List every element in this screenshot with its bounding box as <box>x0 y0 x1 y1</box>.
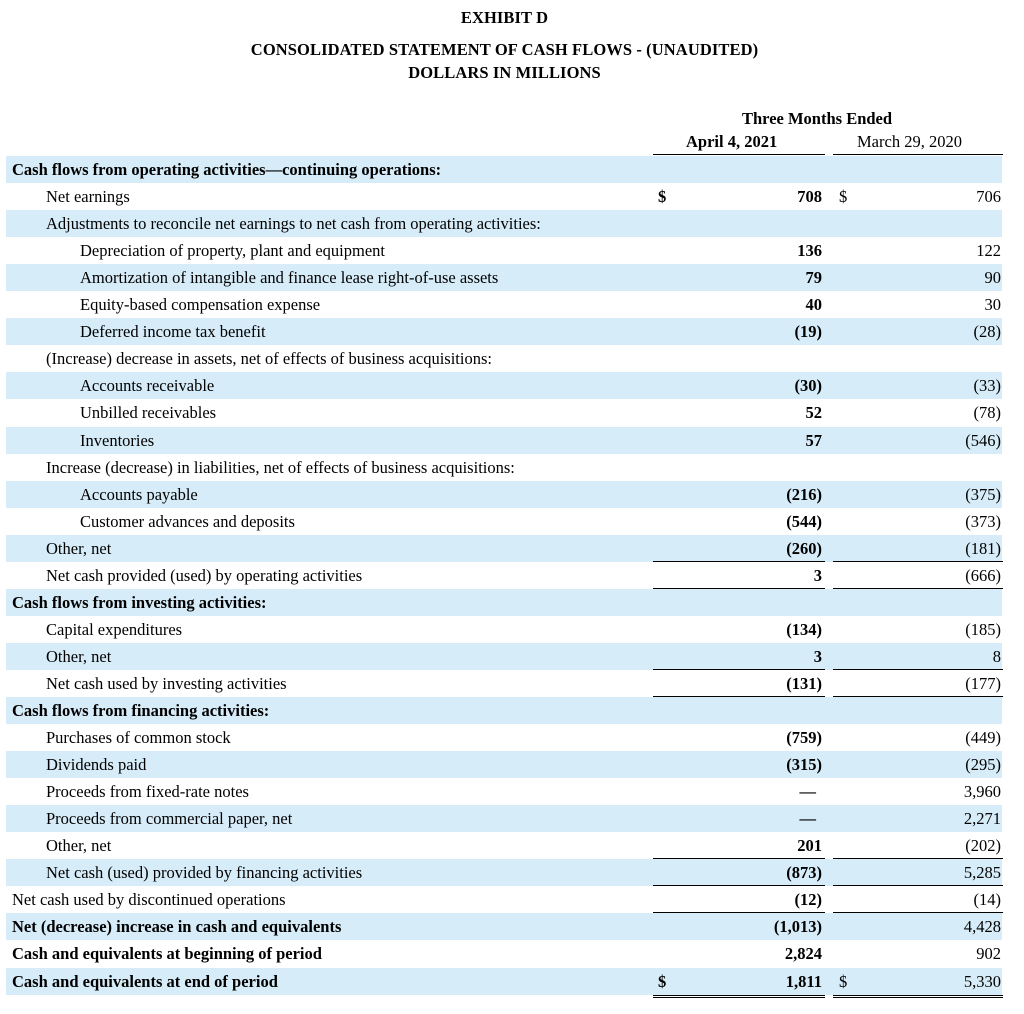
value-2020: (33) <box>973 376 1001 396</box>
table-row <box>6 589 1002 616</box>
value-2020: 30 <box>984 295 1001 315</box>
value-2021: 3 <box>813 565 822 585</box>
value-2020: (202) <box>965 836 1001 856</box>
value-2021: (12) <box>794 890 822 910</box>
value-2021: (544) <box>786 511 822 531</box>
table-row <box>6 291 1002 318</box>
table-row <box>6 968 1002 995</box>
value-2021: 57 <box>805 430 822 450</box>
value-2021: 1,811 <box>785 971 822 991</box>
value-2021: (260) <box>786 538 822 558</box>
value-2021: 2,824 <box>784 944 822 964</box>
value-2020: 2,271 <box>963 809 1001 829</box>
value-2021: (216) <box>786 484 822 504</box>
value-2020: 4,428 <box>963 917 1001 937</box>
value-2021: 201 <box>797 836 822 856</box>
column-header-2020: March 29, 2020 <box>857 132 962 151</box>
table-row <box>6 427 1002 454</box>
table-row <box>6 670 1002 697</box>
table-row <box>6 616 1002 643</box>
currency-symbol: $ <box>658 971 667 991</box>
row-label: Equity-based compensation expense <box>80 295 321 315</box>
table-row <box>6 832 1002 859</box>
table-row <box>6 210 1002 237</box>
row-label: Unbilled receivables <box>80 403 217 423</box>
value-2021: (1,013) <box>773 917 822 937</box>
value-2020: (375) <box>965 484 1001 504</box>
row-label: Proceeds from fixed-rate notes <box>46 782 249 802</box>
currency-symbol: $ <box>839 187 848 207</box>
table-row <box>6 886 1002 913</box>
row-label: Net (decrease) increase in cash and equivalents <box>12 917 342 937</box>
table-row <box>6 697 1002 724</box>
row-label: Net cash (used) provided by financing activities <box>46 863 363 883</box>
row-label: Cash and equivalents at beginning of period <box>12 944 322 964</box>
units-label: DOLLARS IN MILLIONS <box>408 63 601 82</box>
row-label: Cash flows from operating activities—continuing operations: <box>12 160 442 179</box>
value-2021: (19) <box>794 322 822 342</box>
value-2020: (181) <box>965 538 1001 558</box>
table-row <box>6 859 1002 886</box>
row-label: Capital expenditures <box>46 619 183 639</box>
value-2020: 3,960 <box>963 782 1001 802</box>
value-2020: 902 <box>976 944 1001 964</box>
row-label: Inventories <box>80 430 155 450</box>
row-label: Net cash used by discontinued operations <box>12 890 286 910</box>
value-2021: (134) <box>786 619 822 639</box>
value-2020: (666) <box>965 565 1001 585</box>
row-label: Cash flows from investing activities: <box>12 592 267 612</box>
row-label: Other, net <box>46 538 112 558</box>
value-2021: 136 <box>797 241 822 261</box>
statement-title: CONSOLIDATED STATEMENT OF CASH FLOWS - (UNAUDITED) <box>250 40 759 59</box>
value-2021: (30) <box>794 376 822 396</box>
table-row <box>6 399 1002 426</box>
row-label: Adjustments to reconcile net earnings to net cash from operating activities: <box>46 214 541 234</box>
table-row <box>6 724 1002 751</box>
value-2020: 5,330 <box>963 971 1001 991</box>
value-2021: — <box>799 782 816 802</box>
table-row <box>6 751 1002 778</box>
value-2021: 3 <box>813 646 822 666</box>
value-2021: (131) <box>786 673 822 693</box>
value-2021: (315) <box>786 755 822 775</box>
table-row <box>6 183 1002 210</box>
row-label: Deferred income tax benefit <box>80 322 266 342</box>
table-row <box>6 454 1002 481</box>
value-2020: 8 <box>992 646 1001 666</box>
value-2021: — <box>799 809 816 829</box>
table-row <box>6 913 1002 940</box>
exhibit-label: EXHIBIT D <box>460 8 549 27</box>
value-2020: (185) <box>965 619 1001 639</box>
value-2021: 79 <box>805 268 822 288</box>
row-label: Other, net <box>46 836 112 856</box>
value-2021: 708 <box>797 187 822 207</box>
table-row <box>6 156 1002 183</box>
row-label: Purchases of common stock <box>46 728 231 748</box>
row-label: Accounts payable <box>80 484 198 504</box>
value-2020: (295) <box>965 755 1001 775</box>
table-row <box>6 508 1002 535</box>
row-label: Net cash provided (used) by operating activities <box>46 565 363 585</box>
value-2020: (78) <box>973 403 1001 423</box>
value-2020: 5,285 <box>963 863 1001 883</box>
value-2020: (177) <box>965 673 1001 693</box>
table-row <box>6 643 1002 670</box>
row-label: (Increase) decrease in assets, net of effects of business acquisitions: <box>46 349 492 369</box>
value-2021: (759) <box>786 728 822 748</box>
period-group-header: Three Months Ended <box>742 109 893 128</box>
value-2020: 90 <box>984 268 1001 288</box>
value-2020: (449) <box>965 728 1001 748</box>
value-2021: (873) <box>786 863 822 883</box>
row-label: Cash flows from financing activities: <box>12 701 270 720</box>
row-label: Accounts receivable <box>80 376 215 396</box>
column-header-rule-2 <box>833 154 1003 155</box>
row-label: Customer advances and deposits <box>80 511 295 531</box>
column-header-2021: April 4, 2021 <box>686 132 778 151</box>
table-row <box>6 805 1002 832</box>
table-row <box>6 562 1002 589</box>
row-label: Increase (decrease) in liabilities, net of effects of business acquisitions: <box>46 457 515 477</box>
total-double-rule <box>653 995 825 998</box>
row-label: Cash and equivalents at end of period <box>12 971 278 991</box>
total-double-rule <box>833 995 1003 998</box>
row-label: Net cash used by investing activities <box>46 673 287 693</box>
currency-symbol: $ <box>839 971 848 991</box>
table-row <box>6 940 1002 967</box>
value-2020: (28) <box>973 322 1001 342</box>
table-row <box>6 345 1002 372</box>
value-2020: 122 <box>976 241 1001 261</box>
value-2020: (14) <box>973 890 1001 910</box>
row-label: Amortization of intangible and finance lease right-of-use assets <box>80 268 499 288</box>
column-header-rule-1 <box>653 154 825 155</box>
table-row <box>6 318 1002 345</box>
row-label: Proceeds from commercial paper, net <box>46 809 293 829</box>
value-2020: 706 <box>976 187 1001 207</box>
table-row <box>6 372 1002 399</box>
value-2020: (373) <box>965 511 1001 531</box>
value-2021: 40 <box>805 295 822 315</box>
table-row <box>6 264 1002 291</box>
value-2020: (546) <box>965 430 1001 450</box>
value-2021: 52 <box>805 403 822 423</box>
table-row <box>6 778 1002 805</box>
table-row <box>6 481 1002 508</box>
row-label: Dividends paid <box>46 755 147 775</box>
row-label: Other, net <box>46 646 112 666</box>
row-label: Net earnings <box>46 187 130 207</box>
table-row <box>6 237 1002 264</box>
row-label: Depreciation of property, plant and equipment <box>80 241 385 261</box>
table-row <box>6 535 1002 562</box>
currency-symbol: $ <box>658 187 667 207</box>
